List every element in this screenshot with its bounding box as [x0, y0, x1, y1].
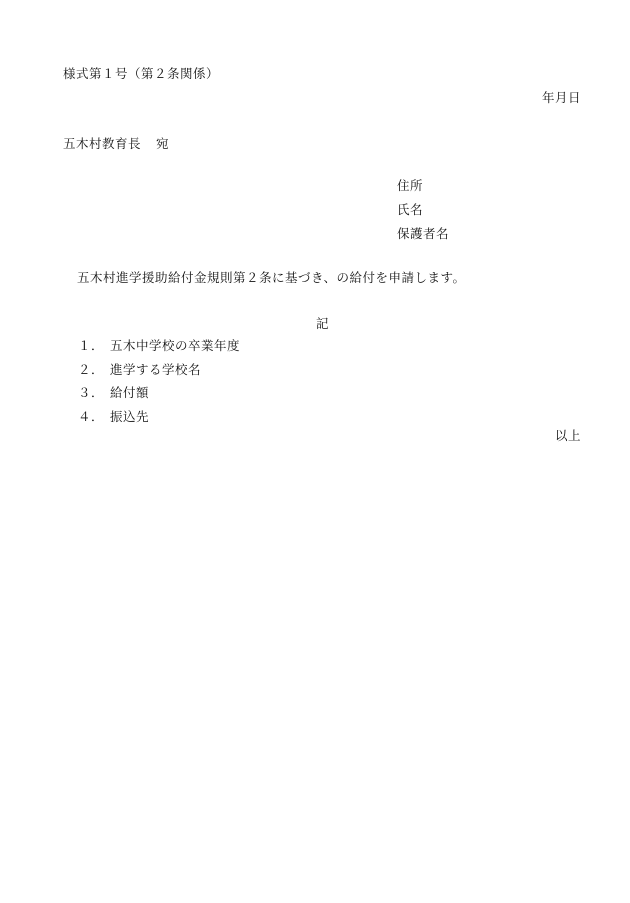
form-number: 様式第１号（第２条関係） [63, 66, 220, 81]
list-item [78, 338, 240, 362]
recipient-line [63, 136, 169, 152]
name-label: 氏名 [397, 202, 424, 217]
list-item [78, 409, 240, 433]
ki-heading: 記 [316, 316, 330, 331]
request-sentence: 五木村進学援助給付金規則第２条に基づき、の給付を申請します。 [77, 270, 466, 285]
guardian-name-label: 保護者名 [397, 226, 450, 241]
item-label: 給付額 [110, 385, 150, 400]
recipient-honorific: 宛 [156, 136, 170, 151]
item-label: 五木中学校の卒業年度 [110, 338, 241, 353]
list-item [78, 362, 240, 386]
list-item [78, 385, 240, 409]
item-label: 振込先 [110, 408, 150, 424]
recipient-title: 五木村教育長 [63, 136, 142, 151]
item-label: 進学する学校名 [110, 361, 202, 377]
item-list [78, 338, 240, 432]
applicant-fields [397, 178, 449, 250]
item-number: ３． [78, 385, 105, 400]
address-label: 住所 [397, 178, 424, 193]
item-number: １． [78, 338, 105, 353]
item-number: ４． [78, 408, 105, 424]
date-placeholder: 年月日 [541, 90, 581, 105]
item-number: ２． [78, 361, 105, 377]
closing-remark: 以上 [554, 428, 581, 443]
